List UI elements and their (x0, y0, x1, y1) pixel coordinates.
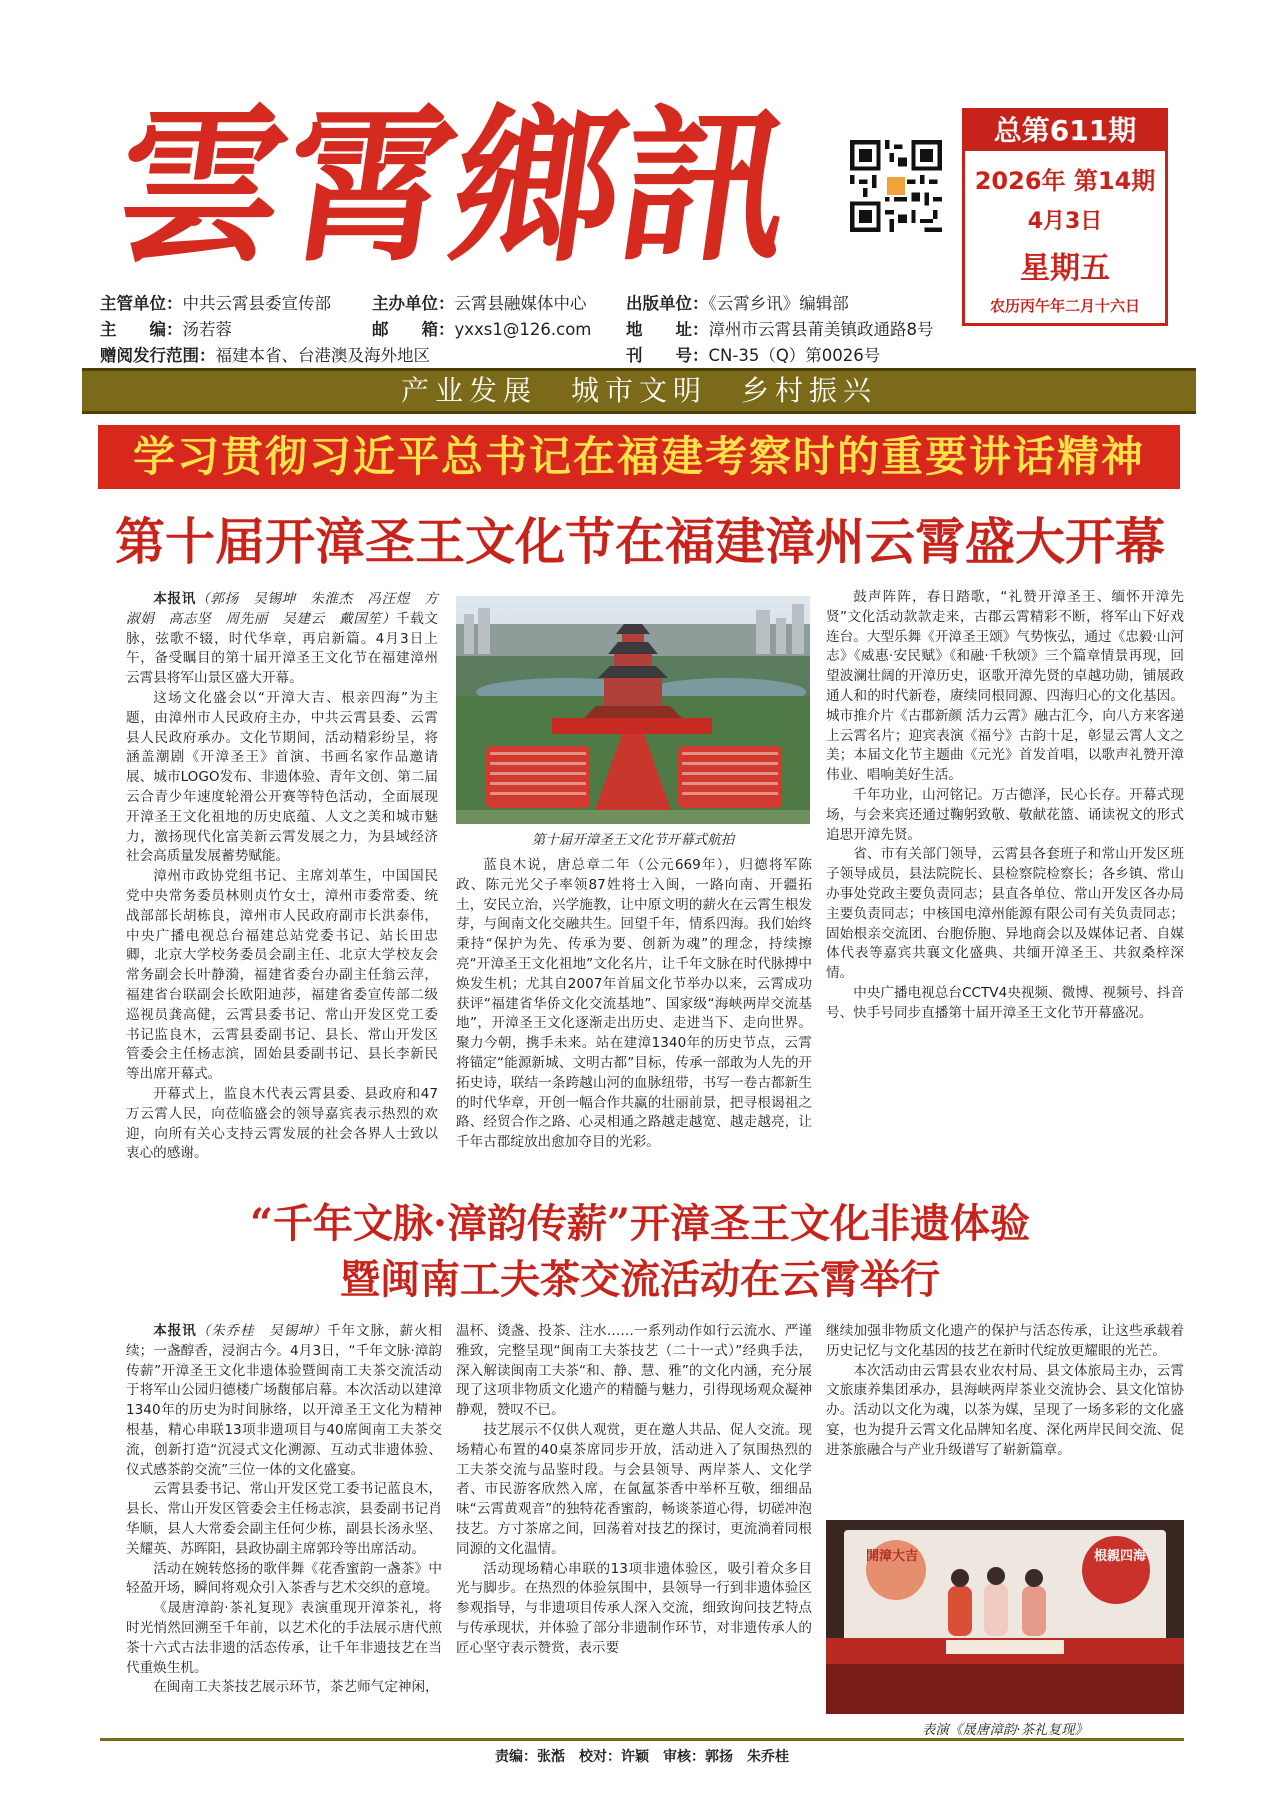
meta-serial-number: 刊 号：CN-35（Q）第0026号 (626, 346, 881, 365)
article2-stage-photo (826, 1520, 1184, 1714)
article1-paragraph: 千年功业，山河铭记。万古德泽，民心长存。开幕式现场，与会来宾还通过鞠躬致敬、敬献花篮、诵读祝文的形式追思开漳先贤。 (826, 786, 1184, 843)
issue-date: 4月3日 (1027, 209, 1103, 234)
article1-headline: 第十届开漳圣王文化节在福建漳州云霄盛大开幕 (115, 512, 1165, 571)
article1-byline-label: 本报讯 (153, 591, 197, 607)
article1-paragraph: 鼓声阵阵，春日踏歌，“礼赞开漳圣王、缅怀开漳先贤”文化活动款款走来，古郡云霄精彩不断，将军山下好戏连台。大型乐舞《开漳圣王颂》气势恢弘，通过《忠毅·山河志》《威惠·安民赋》《和融·千秋颂》三个篇章情景再现，回望波澜壮阔的开漳历史，讴歌开漳先贤的卓越功勋，铺展政通人和的时代新卷，赓续同根同源、四海归心的文化基因。城市推介片《古郡新颜 活力云霄》融古汇今，向八方来客递上云霄名片；迎宾表演《福兮》古韵十足，彰显云霄人文之美；本届文化节主题曲《元光》首发首唱，以歌声礼赞开漳伟业、唱响美好生活。 (826, 589, 1184, 784)
article2-paragraph: 温杯、烫盏、投茶、注水……一系列动作如行云流水、严谨雅致，完整呈现“闽南工夫茶技艺（二十一式）”经典手法，深入解读闽南工夫茶“和、静、慧、雅”的文化内涵，充分展现了这项非物质文化遗产的精髓与魅力，引得现场观众凝神静观，赞叹不已。 (456, 1323, 812, 1419)
article1-byline: （郭扬 吴锡坤 朱淮杰 冯汪煜 方淑娟 高志坚 周先丽 吴建云 戴国笙） (126, 591, 439, 627)
article2-photo-caption: 表演《晟唐漳韵·茶礼复现》 (921, 1722, 1089, 1738)
article2-paragraph: 千年文脉，薪火相续；一盏醇香，浸润古今。4月3日，“千年文脉·漳韵传薪”开漳圣王文化非遗体验暨闽南工夫茶交流活动于将军山公园归德楼广场馥郁启幕。本次活动以建漳1340年的历史为时间脉络，以开漳圣王文化为精神根基，精心串联13项非遗项目与40席闽南工夫茶交流，创新打造“沉浸式文化溯源、互动式非遗体验、仪式感茶韵交流”三位一体的文化盛宴。 (126, 1323, 443, 1478)
masthead-title (104, 87, 818, 285)
article1-photo-caption: 第十届开漳圣王文化节开幕式航拍 (531, 832, 735, 848)
masthead-char-2: 霄 (272, 87, 462, 285)
article2-paragraph: 活动在婉转悠扬的歌伴舞《花香蜜韵一盏茶》中轻盈开场，瞬间将观众引入茶香与艺术交织的意境。 (126, 1560, 442, 1597)
meta-sponsor: 主办单位：云霄县融媒体中心 (372, 294, 587, 313)
article2-paragraph: 本次活动由云霄县农业农村局、县文体旅局主办，云霄文旅康养集团承办，县海峡两岸茶业交流协会、县文化馆协办。活动以文化为魂，以茶为媒，呈现了一场多彩的文化盛宴，也为提升云霄文化品牌知名度、深化两岸民间交流、促进茶旅融合与产业升级谱写了崭新篇章。 (826, 1362, 1184, 1458)
issue-info-box (962, 108, 1168, 326)
meta-supervisor: 主管单位：中共云霄县委宣传部 (100, 294, 331, 313)
meta-editor: 主 编：汤若蓉 (100, 320, 232, 339)
masthead-char-4: 訊 (608, 87, 798, 285)
footer-rule (100, 1738, 1184, 1741)
meta-address: 地 址：漳州市云霄县莆美镇政通路8号 (626, 320, 934, 339)
article2-lead (126, 1322, 442, 1480)
article1-paragraph: 省、市有关部门领导，云霄县各套班子和常山开发区班子领导成员，县法院院长、县检察院检察长；各乡镇、常山办事处党政主要负责同志；县直各单位、常山开发区各办局主要负责同志；中核国电漳州能源有限公司有关负责同志；固始根亲交流团、台胞侨胞、异地商会以及媒体记者、自媒体代表等嘉宾共襄文化盛典、共缅开漳圣王、共叙桑梓深情。 (826, 846, 1184, 982)
article1-paragraph: 这场文化盛会以“开漳大吉、根亲四海”为主题，由漳州市人民政府主办，中共云霄县委、云霄县人民政府承办。文化节期间，活动精彩纷呈，将涵盖潮剧《开漳圣王》首演、书画名家作品邀请展、城市LOGO发布、非遗体验、青年文创、第二届云合青少年速度轮滑公开赛等特色活动，全面展现开漳圣王文化祖地的历史底蕴、人文之美和城市魅力，激扬现代化富美新云霄发展之力，为县域经济社会高质量发展蓄势赋能。 (126, 689, 438, 865)
article1-aerial-photo (456, 596, 810, 824)
article2-paragraph: 在闽南工夫茶技艺展示环节，茶艺师气定神闲， (153, 1679, 439, 1696)
slogan-bar: 产业发展 城市文明 乡村振兴 (82, 368, 1196, 414)
article2-column-1 (126, 1322, 442, 1698)
article1-paragraph: 开幕式上，监良木代表云霄县委、县政府和47万云霄人民，向莅临盛会的领导嘉宾表示热烈的欢迎，向所有关心支持云霄发展的社会各界人士致以衷心的感谢。 (126, 1085, 438, 1162)
article2-headline-line2: 暨闽南工夫茶交流活动在云霄举行 (340, 1256, 940, 1303)
article2-byline: （朱乔桂 吴锡坤） (196, 1323, 328, 1339)
study-banner: 学习贯彻习近平总书记在福建考察时的重要讲话精神 (98, 425, 1180, 489)
article1-column-1 (126, 590, 438, 1164)
article1-paragraph: 漳州市政协党组书记、主席刘革生，中国国民党中央常务委员林则贞竹女士，漳州市委常委、统战部部长胡栋良，漳州市人民政府副市长洪泰伟，中央广播电视总台福建总站党委书记、站长田忠卿，北京大学校务委员会副主任、北京大学校友会常务副会长叶静漪，福建省委台办副主任翁云萍，福建省台联副会长欧阳迪莎，福建省委宣传部二级巡视员龚高健，云霄县委书记、常山开发区党工委书记监良木，云霄县委副书记、县长、常山开发区管委会主任杨志滨，固始县委副书记、县长李新民等出席开幕式。 (126, 868, 438, 1083)
article2-headline-line1: “千年文脉·漳韵传薪”开漳圣王文化非遗体验 (250, 1200, 1030, 1247)
article1-lead (126, 590, 438, 689)
article2-paragraph: 云霄县委书记、常山开发区党工委书记蓝良木，县长、常山开发区管委会主任杨志滨，县委副书记肖华顺，县人大常委会副主任何少栋，副县长汤永坚、关耀英、苏晖阳，县政协副主席郭玲等出席活动。 (126, 1481, 442, 1557)
lunar-date: 农历丙午年二月十六日 (989, 297, 1140, 315)
masthead-char-1: 雲 (104, 87, 294, 285)
article2-paragraph: 技艺展示不仅供人观赏，更在邀人共品、促人交流。现场精心布置的40桌茶席同步开放，活动进入了氛围热烈的工夫茶交流与品鉴时段。与会县领导、两岸茶人、文化学者、市民游客欣然入席，在氤氲茶香中举杯互敬，细细品味“云霄黄观音”的独特花香蜜韵，畅谈茶道心得，切磋冲泡技艺。方寸茶席之间，回荡着对技艺的探讨，更流淌着同根同源的文化温情。 (456, 1421, 812, 1557)
article2-column-2 (456, 1322, 812, 1659)
stage-text-right: 根親四海 (1094, 1549, 1147, 1564)
masthead-char-3: 鄉 (440, 87, 630, 285)
article1-column-2 (456, 856, 812, 1153)
meta-distribution: 赠阅发行范围：福建本省、台港澳及海外地区 (100, 346, 430, 365)
article1-column-3 (826, 588, 1184, 1024)
qr-code-icon (850, 140, 942, 232)
article2-column-3 (826, 1322, 1184, 1461)
footer-credits: 责编：张湉 校对：许颖 审核：郭扬 朱乔桂 (495, 1749, 789, 1765)
weekday: 星期五 (1020, 251, 1110, 286)
meta-email: 邮 箱：yxxs1@126.com (372, 320, 592, 339)
article1-paragraph: 蓝良木说，唐总章二年（公元669年），归德将军陈政、陈元光父子率领87姓将士入闽，一路向南、开疆拓土，安民立治，兴学施教，让中原文明的薪火在云霄生根发芽，与闽南文化交融共生。回望千年，情系四海。我们始终秉持“保护为先、传承为要、创新为魂”的理念，持续擦亮“开漳圣王文化祖地”文化名片，让千年文脉在时代脉搏中焕发生机；尤其自2007年首届文化节举办以来，云霄成功获评“福建省华侨文化交流基地”、国家级“海峡两岸交流基地”，开漳圣王文化逐渐走出历史、走进当下、走向世界。聚力今朝，携手未来。站在建漳1340年的历史节点，云霄将锚定“能源新城、文明古都”目标，传承一部敢为人先的开拓史诗，联结一条跨越山河的血脉纽带，书写一卷古都新生的时代华章，开创一幅合作共赢的壮丽前景，把寻根谒祖之路、经贸合作之路、心灵相通之路越走越宽、越走越亮，让千年古郡绽放出愈加夺目的光彩。 (456, 857, 812, 1151)
stage-text-left: 開漳大吉 (866, 1549, 919, 1564)
article1-paragraph: 千载文脉，弦歌不辍，时代华章，再启新篇。4月3日上午，备受瞩目的第十届开漳圣王文化节在福建漳州云霄县将军山景区盛大开幕。 (126, 610, 439, 687)
article2-byline-label: 本报讯 (153, 1323, 197, 1339)
article2-paragraph: 活动现场精心串联的13项非遗体验区，吸引着众多目光与脚步。在热烈的体验氛围中，县领导一行到非遗体验区参观指导，与非遗项目传承人深入交流，细致询问技艺特点与传承现状，并体验了部分非遗制作环节，对非遗传承人的匠心坚守表示赞赏，表示要 (456, 1560, 812, 1656)
article2-paragraph: 《晟唐漳韵·茶礼复现》表演重现开漳茶礼，将时光悄然回溯至千年前，以艺术化的手法展示唐代煎茶十六式古法非遗的活态传承，让千年非遗技艺在当代重焕生机。 (126, 1600, 442, 1676)
meta-publisher: 出版单位：《云霄乡讯》编辑部 (626, 294, 849, 313)
issue-year: 2026年 第14期 (974, 167, 1156, 195)
issue-total: 总第611期 (965, 111, 1165, 151)
article1-paragraph: 中央广播电视总台CCTV4央视频、微博、视频号、抖音号、快手号同步直播第十届开漳圣王文化节开幕盛况。 (826, 984, 1184, 1021)
article2-paragraph: 继续加强非物质文化遗产的保护与活态传承，让这些承载着历史记忆与文化基因的技艺在新时代绽放更耀眼的光芒。 (826, 1323, 1184, 1359)
